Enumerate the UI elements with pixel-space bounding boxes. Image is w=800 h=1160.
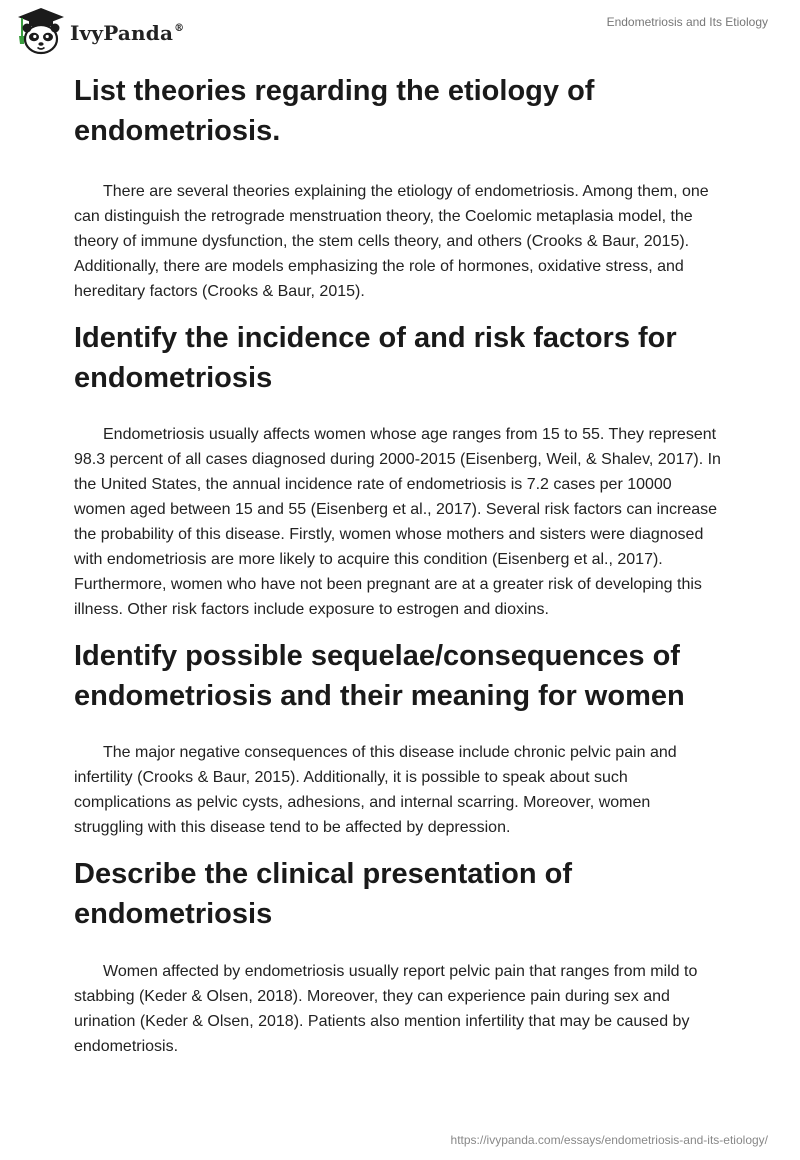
panda-graduate-icon [14,6,68,56]
section-heading: Identify the incidence of and risk factors for endometriosis [74,322,677,394]
section-heading: Describe the clinical presentation of endometriosis [74,858,572,930]
section-heading: Identify possible sequelae/consequences of endometriosis and their meaning for women [74,640,685,712]
document-title: Endometriosis and Its Etiology [606,15,768,29]
section-paragraph: There are several theories explaining the etiology of endometriosis. Among them, one can distinguish the retrograde menstruation theory, the Coelomic metaplasia model, the theory of immune dysfunction, the stem cells theory, and others (Crooks & Baur, 2015). Additionally, there are models emphasizing the role of hormones, oxidative stress, and hereditary factors (Crooks & Baur, 2015). [74,183,709,300]
section-paragraph: Endometriosis usually affects women whose age ranges from 15 to 55. They represent 98.3 percent of all cases diagnosed during 2000-2015 (Eisenberg, Weil, & Shalev, 2017). In the United States, the annual incidence rate of endometriosis is 7.2 cases per 10000 women aged between 15 and 55 (Eisenberg et al., 2017). Several risk factors can increase the probability of this disease. Firstly, women whose mothers and sisters were diagnosed with endometriosis are more likely to acquire this condition (Eisenberg et al., 2017). Furthermore, women who have not been pregnant are at a greater risk of developing this illness. Other risk factors include exposure to estrogen and dioxins. [74,426,721,618]
page-header [0,0,800,60]
logo-text: IvyPanda [70,21,174,45]
section-etiology-theories [74,71,724,304]
section-clinical-presentation [74,854,724,1059]
source-url-link[interactable]: https://ivypanda.com/essays/endometriosis-and-its-etiology/ [450,1133,768,1147]
registered-mark: ® [174,23,185,34]
section-heading: List theories regarding the etiology of endometriosis. [74,75,595,147]
logo-wordmark [70,21,184,45]
essay-content [74,70,724,1059]
section-incidence-risk-factors [74,318,724,622]
ivypanda-logo[interactable] [14,6,184,56]
section-paragraph: Women affected by endometriosis usually report pelvic pain that ranges from mild to stabbing (Keder & Olsen, 2018). Moreover, they can experience pain during sex and urination (Keder & Olsen, 2018). Patients also mention infertility that may be caused by endometriosis. [74,963,698,1055]
section-consequences [74,636,724,840]
section-paragraph: The major negative consequences of this disease include chronic pelvic pain and infertility (Crooks & Baur, 2015). Additionally, it is possible to speak about such complications as pelvic cysts, adhesions, and internal scarring. Moreover, women struggling with this disease tend to be affected by depression. [74,744,677,836]
